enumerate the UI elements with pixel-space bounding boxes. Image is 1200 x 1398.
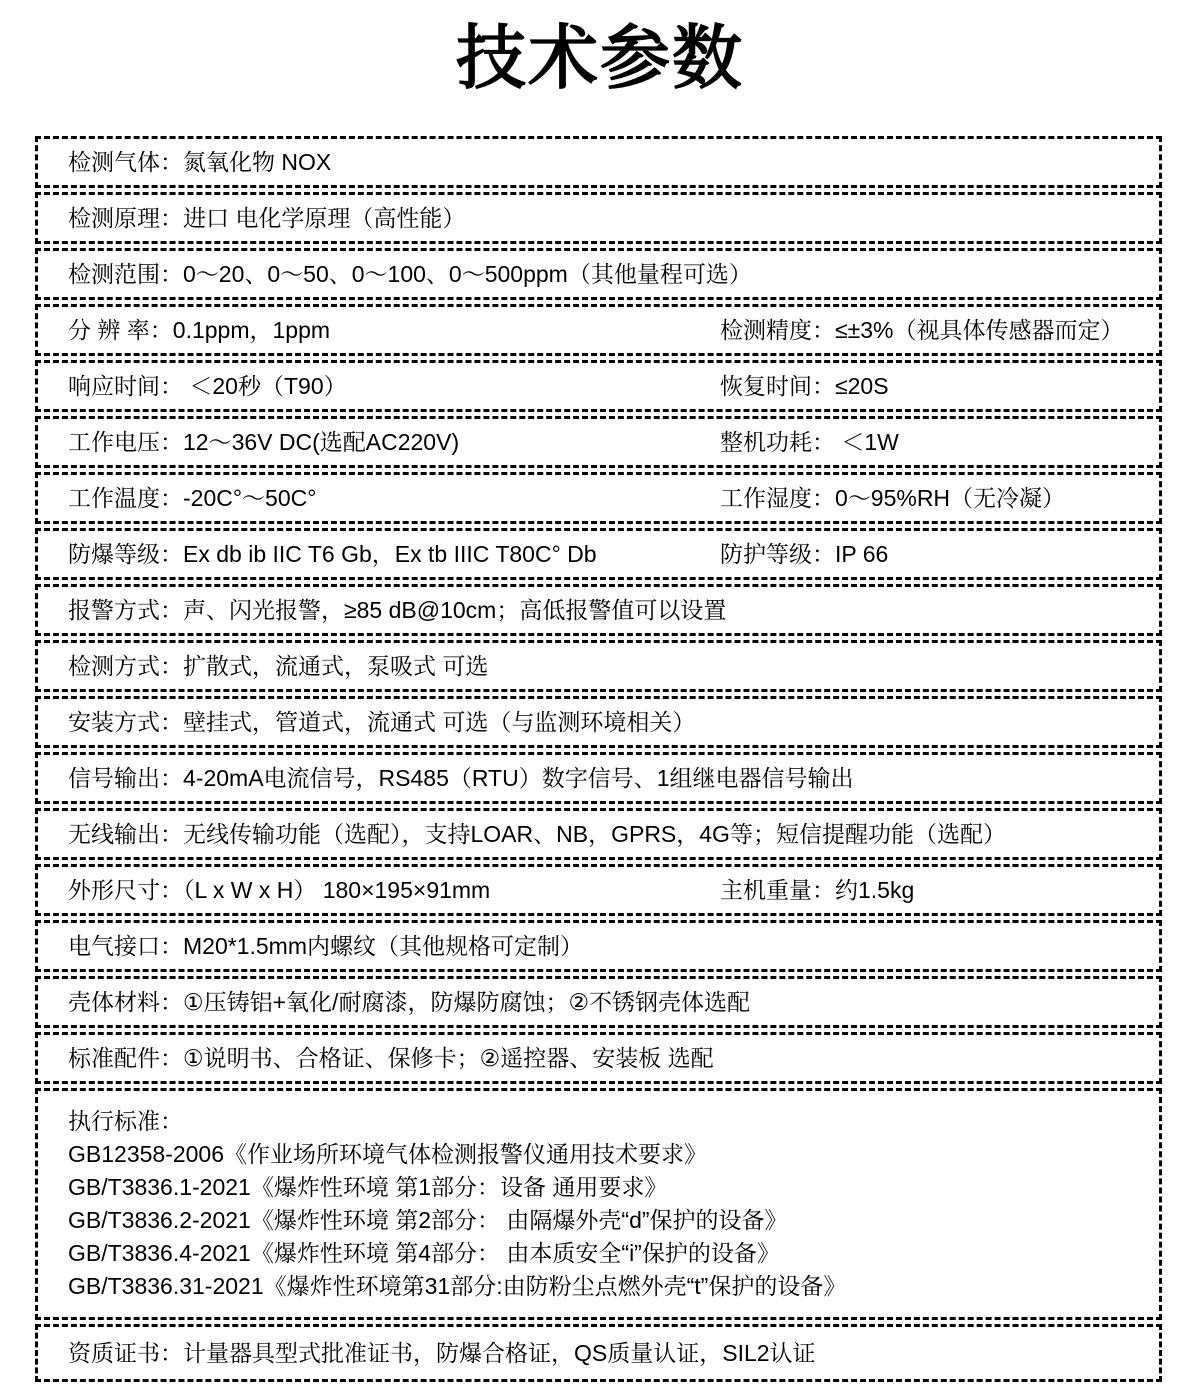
cell-standard-accessories: 标准配件：①说明书、合格证、保修卡；②遥控器、安装板 选配 <box>68 1045 714 1071</box>
row-alarm-mode <box>35 584 1162 636</box>
page-title: 技术参数 <box>456 19 744 97</box>
cell-detection-principle: 检测原理：进口 电化学原理（高性能） <box>68 205 466 231</box>
cell-detection-range: 检测范围：0～20、0～50、0～100、0～500ppm（其他量程可选） <box>68 261 752 287</box>
cell-recovery-time: 恢复时间：≤20S <box>720 373 889 399</box>
row-voltage-power <box>35 416 1162 468</box>
cell-installation-mode: 安装方式：壁挂式，管道式，流通式 可选（与监测环境相关） <box>68 709 696 735</box>
standard-gb12358: GB12358-2006《作业场所环境气体检测报警仪通用技术要求》 <box>68 1141 708 1167</box>
row-response-recovery-time <box>35 360 1162 412</box>
cell-explosionproof-grade: 防爆等级：Ex db ib IIC T6 Gb，Ex tb IIIC T80C° Db <box>68 541 597 567</box>
spec-table <box>35 136 1162 1382</box>
row-detection-mode <box>35 640 1162 692</box>
row-temperature-humidity <box>35 472 1162 524</box>
row-housing-material <box>35 976 1162 1028</box>
row-signal-output <box>35 752 1162 804</box>
cell-signal-output: 信号输出：4-20mA电流信号，RS485（RTU）数字信号、1组继电器信号输出 <box>68 765 854 791</box>
row-certificates <box>35 1324 1162 1382</box>
cell-working-humidity: 工作湿度：0～95%RH（无冷凝） <box>720 485 1066 511</box>
row-dimensions-weight <box>35 864 1162 916</box>
cell-accuracy: 检测精度：≤±3%（视具体传感器而定） <box>720 317 1124 343</box>
cell-detection-gas: 检测气体：氮氧化物 NOX <box>68 149 332 175</box>
row-standard-accessories <box>35 1032 1162 1084</box>
executive-standards-heading: 执行标准： <box>68 1108 183 1134</box>
row-electrical-interface <box>35 920 1162 972</box>
cell-detection-mode: 检测方式：扩散式，流通式，泵吸式 可选 <box>68 653 489 679</box>
row-detection-principle <box>35 192 1162 244</box>
cell-alarm-mode: 报警方式：声、闪光报警，≥85 dB@10cm；高低报警值可以设置 <box>68 597 727 623</box>
cell-certificates: 资质证书：计量器具型式批准证书，防爆合格证，QS质量认证，SIL2认证 <box>68 1340 816 1366</box>
row-detection-gas <box>35 136 1162 188</box>
row-resolution-accuracy <box>35 304 1162 356</box>
cell-power-consumption: 整机功耗： ＜1W <box>720 429 899 455</box>
cell-resolution: 分 辨 率：0.1ppm，1ppm <box>68 317 331 343</box>
cell-weight: 主机重量：约1.5kg <box>720 877 915 903</box>
cell-protection-grade: 防护等级：IP 66 <box>720 541 889 567</box>
standard-gbt3836-31: GB/T3836.31-2021《爆炸性环境第31部分:由防粉尘点燃外壳“t”保护的设备》 <box>68 1273 847 1299</box>
standard-gbt3836-2: GB/T3836.2-2021《爆炸性环境 第2部分： 由隔爆外壳“d”保护的设备》 <box>68 1207 788 1233</box>
cell-response-time: 响应时间： ＜20秒（T90） <box>68 373 347 399</box>
row-executive-standards <box>35 1088 1162 1320</box>
cell-wireless-output: 无线输出：无线传输功能（选配），支持LOAR、NB，GPRS，4G等；短信提醒功能（选配） <box>68 821 1006 847</box>
standard-gbt3836-4: GB/T3836.4-2021《爆炸性环境 第4部分： 由本质安全“i”保护的设备》 <box>68 1240 780 1266</box>
cell-dimensions: 外形尺寸：（L x W x H） 180×195×91mm <box>68 877 491 903</box>
row-detection-range <box>35 248 1162 300</box>
row-installation-mode <box>35 696 1162 748</box>
cell-electrical-interface: 电气接口：M20*1.5mm内螺纹（其他规格可定制） <box>68 933 583 959</box>
row-wireless-output <box>35 808 1162 860</box>
cell-working-voltage: 工作电压：12～36V DC(选配AC220V) <box>68 429 460 455</box>
standard-gbt3836-1: GB/T3836.1-2021《爆炸性环境 第1部分：设备 通用要求》 <box>68 1174 668 1200</box>
row-explosionproof-protection <box>35 528 1162 580</box>
cell-working-temperature: 工作温度：-20C°～50C° <box>68 485 317 511</box>
cell-housing-material: 壳体材料：①压铸铝+氧化/耐腐漆，防爆防腐蚀；②不锈钢壳体选配 <box>68 989 751 1015</box>
